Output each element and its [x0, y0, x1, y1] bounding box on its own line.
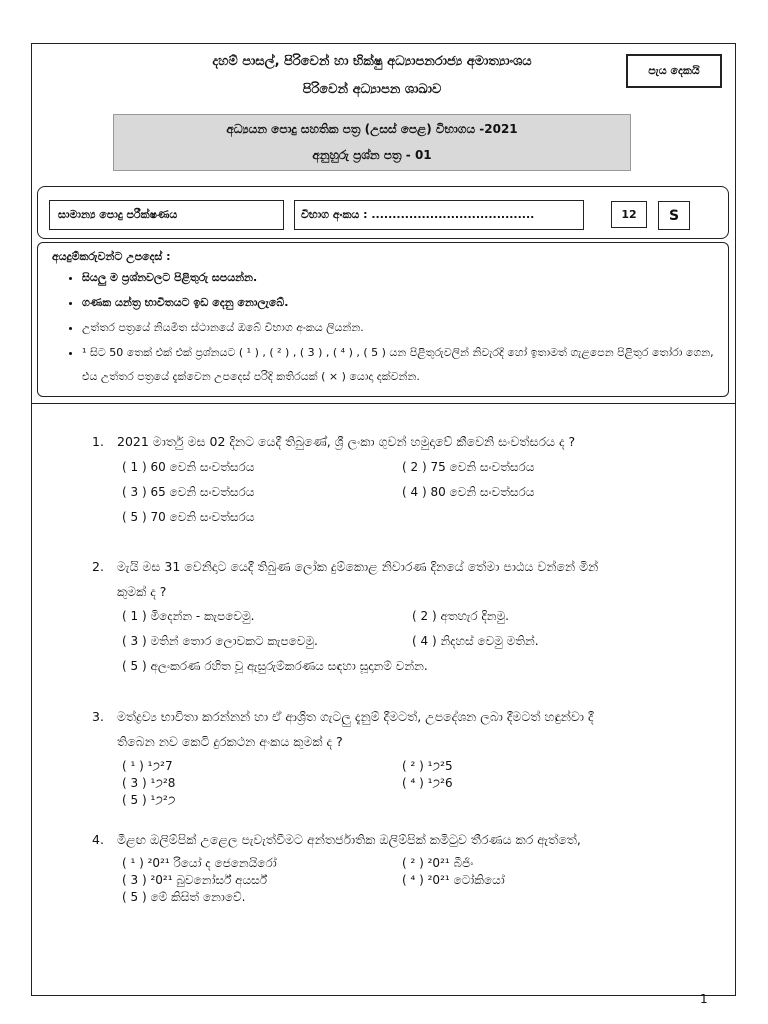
instructions-box — [37, 242, 729, 397]
exam-header — [32, 44, 735, 182]
option-1[interactable]: ( 1 ) 60 වෙනි සංවත්සරය — [122, 460, 255, 474]
question-text: මීළඟ ඔලිම්පික් උළෙල පැවැත්වීමට අන්තර්ජාතික ඔලිම්පික් කමිටුව තීරණය කර ඇත්තේ, — [117, 832, 581, 847]
candidate-info-box — [37, 186, 729, 239]
exam-page — [31, 43, 736, 1006]
option-2[interactable]: ( 2 ) 75 වෙනි සංවත්සරය — [402, 460, 535, 474]
question-text-cont: තිබෙන නව කෙටි දුරකථන අංකය කුමක් ද ? — [117, 734, 343, 749]
question-number: 2. — [92, 559, 104, 574]
option-4[interactable]: ( 4 ) නිදහස් වෙමු මතින්. — [412, 634, 539, 648]
option-3[interactable]: ( 3 ) ²0²¹ බුවනෝර්ස් අයර්ස් — [122, 873, 267, 887]
question-text: 2021 මාර්තු මස 02 දිනට යෙදී තිබුණේ, ශ්‍රී ලංකා ගුවන් හමුදාවේ කීවෙනි සංවත්සරය ද ? — [117, 434, 576, 449]
instruction-item: • ගණක යන්ත්‍ර භාවිතයට ඉඩ දෙනු නොලැබේ. — [82, 296, 732, 310]
option-2[interactable]: ( ² ) ²0²¹ බීජිං — [402, 856, 474, 870]
question-text: මත්ද්‍රව්‍ය භාවිතා කරන්නන් හා ඒ ආශ්‍රිත ගැටලු දැනුම් දීමටත්, උපදේශන ලබා දීමටත් හඳුන්වා දී — [117, 709, 594, 724]
instructions-title: අයදුම්කරුවන්ට උපදෙස් : — [52, 250, 171, 263]
question-number: 4. — [92, 832, 104, 847]
ministry-title: දහම් පාසල්, පිරිවෙන් හා භික්ෂු අධ්‍යාපනරාජ්‍ය අමාත්‍යාංශය — [212, 54, 532, 69]
question-number: 3. — [92, 709, 104, 724]
option-3[interactable]: ( 3 ) ¹੭²8 — [122, 776, 176, 790]
option-2[interactable]: ( 2 ) අතහැර දිනමු. — [412, 609, 509, 623]
section-divider — [32, 403, 735, 404]
option-4[interactable]: ( ⁴ ) ¹੭²6 — [402, 776, 453, 790]
option-3[interactable]: ( 3 ) මතින් තොර ලොවකට කැපවෙමු. — [122, 634, 318, 648]
option-4[interactable]: ( 4 ) 80 වෙනි සංවත්සරය — [402, 485, 535, 499]
subject-code-number: 12 — [611, 201, 647, 228]
option-3[interactable]: ( 3 ) 65 වෙනි සංවත්සරය — [122, 485, 255, 499]
option-1[interactable]: ( ¹ ) ¹੭²7 — [122, 759, 173, 773]
option-5[interactable]: ( 5 ) 70 වෙනි සංවත්සරය — [122, 510, 255, 524]
option-5[interactable]: ( 5 ) අලංකරණ රහිත වූ ඇසුරුම්කරණය සඳහා සූදානම් වන්න. — [122, 659, 428, 673]
option-1[interactable]: ( ¹ ) ²0²¹ රියෝ ද ජෙනෙයිරෝ — [122, 856, 277, 870]
question-number: 1. — [92, 434, 104, 449]
option-5[interactable]: ( 5 ) මේ කිසිත් නොවේ. — [122, 890, 246, 904]
subject-field: සාමාන්‍ය පොදු පරීක්ෂණය — [49, 200, 284, 230]
index-number-field[interactable]: විභාග අංකය : ....................................... — [294, 200, 584, 230]
paper-title: අනුහුරු ප්‍රශ්න පත්‍ර - 01 — [312, 148, 432, 162]
instructions-list — [68, 271, 732, 400]
option-2[interactable]: ( ² ) ¹੭²5 — [402, 759, 453, 773]
option-1[interactable]: ( 1 ) මිදෙන්න - කැපවෙමු. — [122, 609, 255, 623]
question-text: මැයි මස 31 වෙනිදාට යෙදී තිබුණ ලෝක දුම්කොළ නිවාරණ දිනයේ තේමා පාඨය වන්නේ මින් — [117, 559, 599, 574]
instruction-item: • ¹ සිට 50 තෙක් එක් එක් ප්‍රශ්නයට ( ¹ ) , ( ² ) , ( 3 ) , ( ⁴ ) , ( 5 ) යන පිළිතුරුවලින් නිවැරදි හෝ ඉතාමත් ගැළපෙන පිළිතුර තෝරා ගෙන, එය උත්තර පත්‍රයේ දැක්වෙන උපදෙස් පරිදි කතිරයක් ( × ) යොදා දක්වන්න. — [82, 341, 732, 389]
exam-title: අධ්‍යයන පොදු සහතික පත්‍ර (උසස් පෙළ) විභාගය -2021 — [226, 122, 518, 136]
exam-title-box — [113, 114, 631, 171]
instruction-item: • සියලු ම ප්‍රශ්නවලට පිළිතුරු සපයන්න. — [82, 271, 732, 285]
branch-title: පිරිවෙන් අධ්‍යාපන ශාඛාව — [302, 82, 442, 97]
question-text-cont: කුමක් ද ? — [117, 584, 167, 599]
option-4[interactable]: ( ⁴ ) ²0²¹ ටෝකියෝ — [402, 873, 505, 887]
instruction-item: • උත්තර පත්‍රයේ නියමිත ස්ථානයේ ඔබේ විභාග අංකය ලියන්න. — [82, 321, 732, 335]
page-number: 1 — [700, 992, 708, 1006]
duration-box: පැය දෙකයි — [626, 54, 722, 88]
subject-code-letter: S — [658, 201, 690, 230]
option-5[interactable]: ( 5 ) ¹੭²੭ — [122, 793, 176, 807]
